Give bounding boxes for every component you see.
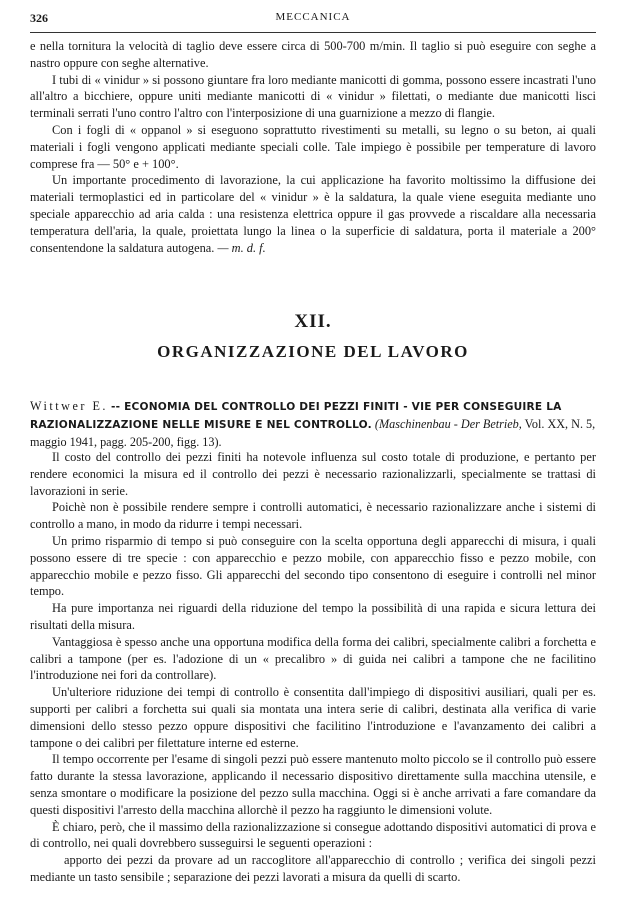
running-title: MECCANICA — [275, 11, 351, 23]
body-paragraph: Poichè non è possibile rendere sempre i controlli automatici, è necessario razionalizzare anche i sistemi di controllo a mano, in modo da ridurre i tempi necessari. — [30, 500, 596, 532]
header-rule — [30, 32, 596, 33]
chapter-number: XII. — [294, 311, 332, 332]
paragraph-continuation: e nella tornitura la velocità di taglio deve essere circa di 500-700 m/min. Il taglio si può eseguire con seghe a nastro oppure con seghe alternative. — [30, 39, 596, 70]
reference-source: (Maschinenbau - Der Betrieb, — [374, 417, 522, 431]
chapter-title: ORGANIZZAZIONE DEL LAVORO — [157, 342, 469, 361]
body-paragraph: Vantaggiosa è spesso anche una opportuna modifica della forma dei calibri, specialmente calibri a forchetta e calibri a tampone (per es. l'adozione di un « precalibro » di guida nei calibri a tampone che ne facilitino l'introduzione nei fori da controllare). — [30, 634, 596, 683]
author-signature: — m. d. f. — [217, 240, 266, 255]
paragraph-oppanol: Con i fogli di « oppanol » si eseguono soprattutto rivestimenti su metalli, su legno o su beton, ai quali materiali i fogli vengono applicati mediante speciali colle. Tale impiego è possibile per temperature di lavoro comprese fra — 50° e + 100°. — [30, 122, 596, 171]
paragraph-welding — [30, 172, 596, 256]
body-paragraph: Un primo risparmio di tempo si può conseguire con la scelta opportuna degli apparecchi di misura, i quali possono essere di tre specie : con apparecchio e pezzo mobile, con apparecchio fisso e pezzo mobile, con apparecchio mobile e pezzo fisso. Gli apparecchi del secondo tipo consentono di eseguire i controlli nel minor tempo. — [30, 533, 596, 599]
paragraph-welding-text: Un importante procedimento di lavorazione, la cui applicazione ha favorito moltissimo la diffusione dei materiali termoplastici ed in particolare del « vinidur » è la saldatura, la quale viene eseguita mediante uno speciale apparecchio ad aria calda : una resistenza elettrica oppure il gas provvede a riscaldare alla necessaria temperatura dell'aria, la quale, proiettata lungo la linea o la superficie di saldatura, porta il materiale a 200° consentendone la saldatura autogena. — [30, 173, 596, 255]
reference-title: -- ECONOMIA DEL CONTROLLO DEI PEZZI FINITI - VIE PER CONSEGUIRE LA RAZIONALIZZAZIONE NELLE MISURE E NEL CONTROLLO. — [30, 401, 562, 431]
paragraph-vinidur-pipes: I tubi di « vinidur » si possono giuntare fra loro mediante manicotti di gomma, possono essere incastrati l'uno all'altro a bicchiere, oppure uniti mediante manicotti di « vinidur » filettati, o mediante due manicotti lisci terminali serrati l'uno contro l'altro con l'interposizione di una guarnizione a mezzo di flangie. — [30, 72, 596, 121]
article-reference — [30, 398, 596, 451]
body-paragraph: Ha pure importanza nei riguardi della riduzione del tempo la possibilità di una rapida e sicura lettura dei risultati della misura. — [30, 601, 596, 632]
body-paragraph: Il costo del controllo dei pezzi finiti ha notevole influenza sul costo totale di produzione, e pertanto per rendere economici la misura ed il controllo dei pezzi è necessario razionalizzarli, specialmente se trattasi di lavorazioni in serie. — [30, 450, 596, 498]
page-number: 326 — [30, 11, 48, 25]
top-section — [30, 38, 596, 256]
body-paragraph: Un'ulteriore riduzione dei tempi di controllo è consentita dall'impiego di dispositivi ausiliari, quali per es. supporti per calibri a forchetta sui quali sia montata una intera serie di calibri, destinata alla verifica di varie dimensioni dello stesso pezzo oppure dispositivi che facilitino l'introduzione e l'avanzamento dei calibri a tampone o dei calibri per filettature interne ed esterne. — [30, 685, 596, 750]
reference-details: Vol. XX, N. 5, maggio 1941, pagg. 205-200, figg. 13). — [30, 417, 596, 449]
operations-paragraph: apporto dei pezzi da provare ad un raccoglitore all'apparecchio di controllo ; verifica dei singoli pezzi mediante un tasto sensibile ; separazione dei pezzi lavorati a misura da quelli di scarto. — [30, 853, 596, 884]
article-body — [30, 449, 596, 886]
body-paragraph: Il tempo occorrente per l'esame di singoli pezzi può essere mantenuto molto piccolo se il controllo può essere fatto durante la stessa lavorazione, applicando il necessario dispositivo direttamente sulla macchina utensile, e senza smontare o modificare la posizione del pezzo sulla macchina. Oggi si è anche arrivati a fare comandare da questi dispositivi l'arresto della macchina allorchè il pezzo ha raggiunto le dimensioni volute. — [30, 752, 596, 817]
body-paragraph: È chiaro, però, che il massimo della razionalizzazione si consegue adottando dispositivi automatici di prova e di controllo, nei quali dovrebbero susseguirsi le seguenti operazioni : — [30, 819, 596, 851]
reference-author: Wittwer E. — [30, 399, 108, 413]
page-header — [30, 11, 596, 31]
